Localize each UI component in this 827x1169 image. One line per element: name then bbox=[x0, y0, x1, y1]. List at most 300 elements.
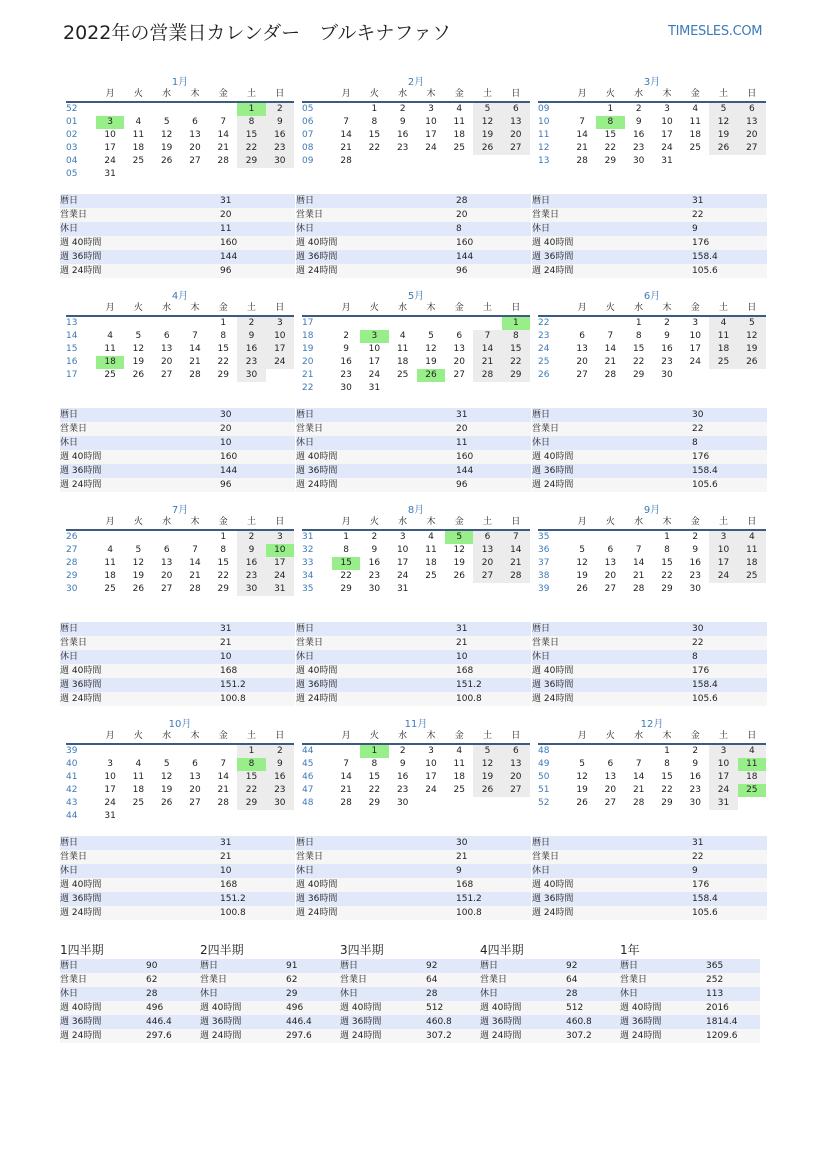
day-cell: 19 bbox=[576, 571, 588, 581]
day-cell: 30 bbox=[689, 798, 701, 808]
stats-row bbox=[296, 450, 531, 464]
stats-label: 週 24時間 bbox=[296, 908, 338, 918]
week-number: 34 bbox=[302, 571, 314, 581]
stats-label: 暦日 bbox=[532, 624, 551, 634]
stats-row bbox=[296, 664, 531, 678]
day-cell: 26 bbox=[473, 142, 501, 155]
stats-row bbox=[60, 422, 295, 436]
month-stats bbox=[532, 836, 767, 920]
stats-label: 営業日 bbox=[532, 852, 560, 862]
stats-row bbox=[532, 194, 767, 208]
stats-value: 31 bbox=[456, 410, 468, 420]
weekday-label: 土 bbox=[483, 303, 493, 313]
weekday-label: 金 bbox=[690, 89, 700, 99]
day-cell: 14 bbox=[217, 130, 229, 140]
holiday-cell: 1 bbox=[502, 317, 530, 330]
day-cell bbox=[153, 810, 181, 823]
stats-row bbox=[532, 408, 767, 422]
stats-label: 休日 bbox=[60, 866, 79, 876]
day-cell: 7 bbox=[192, 331, 198, 341]
day-cell: 23 bbox=[689, 571, 701, 581]
month-title: 7月 bbox=[171, 505, 189, 516]
day-cell: 13 bbox=[502, 116, 530, 129]
day-cell: 25 bbox=[453, 143, 465, 153]
day-cell: 26 bbox=[160, 156, 173, 166]
stats-value: 31 bbox=[220, 196, 232, 206]
day-cell: 2 bbox=[266, 103, 294, 116]
weekday-label: 日 bbox=[747, 89, 757, 99]
weekday-header bbox=[66, 516, 294, 531]
weekday-label: 水 bbox=[634, 89, 644, 99]
day-cell: 5 bbox=[135, 545, 142, 555]
week-row bbox=[538, 583, 766, 596]
quarter-stats-row bbox=[340, 1015, 480, 1029]
stats-value: 151.2 bbox=[456, 894, 482, 904]
day-cell: 5 bbox=[428, 331, 434, 341]
month-table bbox=[538, 730, 766, 810]
day-cell: 6 bbox=[579, 331, 585, 341]
stats-value: 160 bbox=[456, 238, 474, 248]
day-cell: 6 bbox=[163, 331, 170, 341]
stats-label: 休日 bbox=[60, 989, 79, 999]
quarter-stats-row bbox=[60, 1001, 200, 1015]
week-row bbox=[538, 570, 766, 583]
day-cell: 21 bbox=[217, 143, 229, 153]
day-cell: 4 bbox=[399, 331, 406, 341]
week-number: 45 bbox=[302, 759, 314, 769]
week-number: 51 bbox=[538, 785, 550, 795]
stats-row bbox=[296, 636, 531, 650]
day-cell: 12 bbox=[453, 545, 465, 555]
day-cell: 26 bbox=[453, 571, 465, 581]
day-cell bbox=[502, 155, 530, 168]
day-cell bbox=[153, 103, 181, 116]
stats-label: 暦日 bbox=[296, 624, 315, 634]
day-cell: 14 bbox=[502, 544, 530, 557]
day-cell: 8 bbox=[635, 331, 642, 341]
month-stats bbox=[532, 408, 767, 492]
week-row bbox=[66, 810, 294, 823]
quarter-block bbox=[60, 942, 200, 1043]
stats-row bbox=[60, 906, 295, 920]
stats-value: 144 bbox=[220, 466, 238, 476]
quarter-stats-row bbox=[340, 1029, 480, 1043]
week-row bbox=[538, 557, 766, 570]
stats-row bbox=[60, 622, 295, 636]
stats-value: 62 bbox=[286, 975, 298, 985]
day-cell: 6 bbox=[163, 545, 170, 555]
day-cell: 25 bbox=[425, 571, 437, 581]
day-cell: 4 bbox=[135, 117, 142, 127]
week-row bbox=[66, 557, 294, 570]
day-cell bbox=[625, 745, 653, 758]
day-cell: 22 bbox=[368, 143, 381, 153]
quarter-block bbox=[620, 942, 760, 1043]
stats-value: 144 bbox=[456, 252, 474, 262]
day-cell: 15 bbox=[237, 771, 265, 784]
day-cell: 6 bbox=[502, 745, 530, 758]
day-cell: 10 bbox=[104, 130, 116, 140]
stats-label: 休日 bbox=[60, 652, 79, 662]
week-number: 01 bbox=[66, 117, 78, 127]
quarter-stats-row bbox=[200, 1029, 340, 1043]
day-cell: 10 bbox=[661, 117, 673, 127]
stats-label: 休日 bbox=[532, 224, 551, 234]
weekday-label: 水 bbox=[162, 89, 172, 99]
week-row bbox=[66, 784, 294, 797]
day-cell bbox=[709, 369, 737, 382]
day-cell: 4 bbox=[692, 104, 699, 114]
stats-label: 週 36時間 bbox=[296, 894, 338, 904]
day-cell: 1 bbox=[635, 318, 642, 328]
day-cell: 22 bbox=[237, 142, 265, 155]
quarter-block bbox=[480, 942, 620, 1043]
quarter-stats-row bbox=[620, 973, 760, 987]
weekday-label: 木 bbox=[190, 731, 200, 741]
day-cell: 13 bbox=[604, 772, 617, 782]
day-cell: 21 bbox=[189, 357, 201, 367]
day-cell: 7 bbox=[607, 331, 614, 341]
quarter-stats-row bbox=[340, 987, 480, 1001]
weekday-label: 土 bbox=[483, 731, 493, 741]
week-number: 39 bbox=[66, 746, 78, 756]
day-cell: 28 bbox=[473, 369, 501, 382]
day-cell: 14 bbox=[632, 558, 645, 568]
day-cell bbox=[473, 317, 501, 330]
day-cell: 23 bbox=[396, 785, 409, 795]
day-cell: 11 bbox=[453, 117, 465, 127]
day-cell: 18 bbox=[132, 785, 145, 795]
day-cell bbox=[417, 317, 445, 330]
stats-value: 2016 bbox=[706, 1003, 729, 1013]
day-cell: 30 bbox=[237, 583, 265, 596]
day-cell: 23 bbox=[632, 143, 645, 153]
day-cell bbox=[445, 583, 473, 596]
site-logo[interactable]: TIMESLES.COM bbox=[668, 24, 763, 39]
month-table bbox=[302, 730, 530, 810]
day-cell: 18 bbox=[453, 772, 465, 782]
weekday-label: 火 bbox=[133, 731, 143, 741]
day-cell: 30 bbox=[368, 584, 381, 594]
day-cell: 22 bbox=[340, 571, 352, 581]
day-cell: 23 bbox=[396, 143, 409, 153]
day-cell: 18 bbox=[104, 571, 116, 581]
stats-label: 休日 bbox=[200, 989, 219, 999]
day-cell: 6 bbox=[607, 759, 614, 769]
day-cell: 7 bbox=[502, 531, 530, 544]
weekday-label: 月 bbox=[105, 731, 115, 741]
weekday-label: 土 bbox=[247, 89, 257, 99]
day-cell: 11 bbox=[709, 330, 737, 343]
week-number: 44 bbox=[66, 811, 78, 821]
stats-label: 営業日 bbox=[296, 638, 324, 648]
day-cell: 14 bbox=[217, 772, 229, 782]
stats-row bbox=[60, 208, 295, 222]
weekday-label: 日 bbox=[511, 731, 521, 741]
day-cell: 1 bbox=[220, 532, 227, 542]
day-cell: 2 bbox=[399, 746, 406, 756]
day-cell bbox=[473, 155, 501, 168]
week-number-header bbox=[66, 88, 96, 101]
day-cell: 13 bbox=[453, 344, 465, 354]
stats-label: 週 36時間 bbox=[60, 680, 102, 690]
stats-row bbox=[60, 250, 295, 264]
stats-row bbox=[296, 878, 531, 892]
stats-label: 週 40時間 bbox=[532, 238, 574, 248]
holiday-cell: 1 bbox=[360, 745, 388, 758]
stats-label: 週 36時間 bbox=[60, 894, 102, 904]
day-cell: 12 bbox=[738, 330, 766, 343]
day-cell: 28 bbox=[576, 156, 588, 166]
day-cell: 20 bbox=[604, 785, 617, 795]
day-cell: 20 bbox=[473, 557, 501, 570]
stats-value: 158.4 bbox=[692, 466, 718, 476]
stats-value: 176 bbox=[692, 880, 710, 890]
day-cell: 22 bbox=[502, 356, 530, 369]
stats-value: 21 bbox=[456, 852, 468, 862]
weekday-label: 金 bbox=[690, 731, 700, 741]
day-cell: 27 bbox=[160, 584, 173, 594]
week-number: 20 bbox=[302, 357, 314, 367]
day-cell: 16 bbox=[266, 129, 294, 142]
day-cell bbox=[153, 317, 181, 330]
day-cell: 26 bbox=[160, 798, 173, 808]
day-cell bbox=[181, 745, 209, 758]
day-cell: 24 bbox=[425, 785, 437, 795]
stats-value: 446.4 bbox=[286, 1017, 312, 1027]
stats-label: 週 40時間 bbox=[296, 880, 338, 890]
stats-row bbox=[296, 264, 531, 278]
week-number: 22 bbox=[538, 318, 550, 328]
stats-value: 31 bbox=[456, 624, 468, 634]
stats-value: 105.6 bbox=[692, 908, 718, 918]
day-cell: 20 bbox=[453, 357, 465, 367]
weekday-label: 火 bbox=[605, 303, 615, 313]
weekday-label: 日 bbox=[747, 303, 757, 313]
holiday-cell: 1 bbox=[237, 103, 265, 116]
week-number: 27 bbox=[66, 545, 78, 555]
day-cell: 12 bbox=[160, 130, 173, 140]
day-cell: 23 bbox=[340, 370, 352, 380]
stats-label: 週 24時間 bbox=[60, 480, 102, 490]
day-cell: 21 bbox=[502, 557, 530, 570]
day-cell: 26 bbox=[576, 798, 588, 808]
stats-label: 暦日 bbox=[532, 838, 551, 848]
day-cell: 13 bbox=[473, 544, 501, 557]
week-row bbox=[66, 142, 294, 155]
stats-label: 週 40時間 bbox=[296, 452, 338, 462]
day-cell: 2 bbox=[266, 745, 294, 758]
stats-value: 151.2 bbox=[220, 894, 246, 904]
week-number: 04 bbox=[66, 156, 78, 166]
stats-row bbox=[532, 622, 767, 636]
week-number: 19 bbox=[302, 344, 314, 354]
week-number: 11 bbox=[538, 130, 550, 140]
stats-row bbox=[60, 650, 295, 664]
stats-row bbox=[60, 436, 295, 450]
weekday-label: 月 bbox=[577, 517, 587, 527]
day-cell: 17 bbox=[266, 343, 294, 356]
quarter-block bbox=[340, 942, 480, 1043]
day-cell: 14 bbox=[189, 344, 201, 354]
day-cell: 9 bbox=[692, 759, 699, 769]
stats-label: 週 36時間 bbox=[296, 680, 338, 690]
day-cell: 21 bbox=[340, 143, 352, 153]
stats-label: 営業日 bbox=[340, 975, 368, 985]
day-cell: 7 bbox=[473, 330, 501, 343]
stats-label: 週 24時間 bbox=[60, 1031, 102, 1041]
week-number: 52 bbox=[538, 798, 550, 808]
week-row bbox=[66, 369, 294, 382]
day-cell: 9 bbox=[692, 545, 699, 555]
day-cell: 22 bbox=[632, 357, 645, 367]
stats-value: 29 bbox=[286, 989, 298, 999]
month-title: 9月 bbox=[643, 505, 661, 516]
month-table bbox=[538, 302, 766, 382]
week-row bbox=[538, 103, 766, 116]
stats-value: 28 bbox=[456, 196, 468, 206]
stats-value: 96 bbox=[456, 480, 468, 490]
weekday-label: 金 bbox=[218, 303, 228, 313]
week-number-header bbox=[66, 302, 96, 315]
stats-value: 144 bbox=[456, 466, 474, 476]
day-cell: 19 bbox=[473, 129, 501, 142]
quarter-stats-row bbox=[480, 1015, 620, 1029]
stats-value: 168 bbox=[456, 880, 474, 890]
day-cell: 13 bbox=[502, 758, 530, 771]
day-cell bbox=[473, 382, 501, 395]
stats-label: 営業日 bbox=[620, 975, 648, 985]
weekday-label: 金 bbox=[690, 303, 700, 313]
stats-label: 営業日 bbox=[532, 424, 560, 434]
day-cell bbox=[332, 103, 360, 116]
week-number: 26 bbox=[538, 370, 550, 380]
stats-label: 休日 bbox=[296, 438, 315, 448]
week-number: 08 bbox=[302, 143, 314, 153]
month-stats bbox=[296, 622, 531, 706]
weekday-label: 火 bbox=[369, 89, 379, 99]
day-cell bbox=[266, 810, 294, 823]
day-cell: 1 bbox=[371, 104, 378, 114]
day-cell: 20 bbox=[738, 129, 766, 142]
month-stats bbox=[296, 194, 531, 278]
day-cell: 23 bbox=[237, 570, 265, 583]
quarter-stats-row bbox=[340, 973, 480, 987]
week-row bbox=[302, 382, 530, 395]
day-cell: 11 bbox=[104, 344, 116, 354]
week-number: 37 bbox=[538, 558, 550, 568]
day-cell bbox=[709, 583, 737, 596]
day-cell bbox=[738, 797, 766, 810]
stats-label: 休日 bbox=[296, 224, 315, 234]
weekday-header bbox=[538, 302, 766, 317]
stats-value: 9 bbox=[456, 866, 462, 876]
week-number: 44 bbox=[302, 746, 314, 756]
quarter-stats-row bbox=[340, 1001, 480, 1015]
day-cell: 17 bbox=[689, 344, 701, 354]
stats-row bbox=[532, 464, 767, 478]
day-cell: 19 bbox=[132, 357, 145, 367]
day-cell bbox=[389, 382, 417, 395]
weekday-label: 月 bbox=[105, 89, 115, 99]
stats-row bbox=[532, 650, 767, 664]
day-cell: 12 bbox=[576, 772, 588, 782]
stats-label: 週 36時間 bbox=[480, 1017, 522, 1027]
stats-value: 64 bbox=[566, 975, 578, 985]
day-cell: 10 bbox=[425, 759, 437, 769]
stats-row bbox=[60, 850, 295, 864]
week-row bbox=[302, 583, 530, 596]
page-title: 2022年の営業日カレンダー ブルキナファソ bbox=[63, 22, 451, 44]
week-row bbox=[302, 356, 530, 369]
month-title: 11月 bbox=[404, 719, 428, 730]
day-cell: 12 bbox=[160, 772, 173, 782]
stats-label: 営業日 bbox=[296, 852, 324, 862]
weekday-header bbox=[538, 730, 766, 745]
day-cell: 10 bbox=[709, 544, 737, 557]
stats-label: 週 36時間 bbox=[532, 466, 574, 476]
day-cell: 10 bbox=[396, 545, 409, 555]
stats-row bbox=[532, 422, 767, 436]
stats-value: 158.4 bbox=[692, 680, 718, 690]
day-cell: 8 bbox=[664, 545, 670, 555]
day-cell: 21 bbox=[189, 571, 201, 581]
stats-label: 暦日 bbox=[60, 961, 79, 971]
weekday-label: 日 bbox=[275, 731, 285, 741]
day-cell: 21 bbox=[217, 785, 229, 795]
day-cell: 12 bbox=[132, 558, 145, 568]
day-cell: 7 bbox=[220, 759, 227, 769]
day-cell: 5 bbox=[473, 745, 501, 758]
day-cell: 9 bbox=[664, 331, 670, 341]
stats-value: 21 bbox=[456, 638, 468, 648]
month-table bbox=[302, 88, 530, 168]
day-cell: 2 bbox=[237, 531, 265, 544]
month-table bbox=[66, 302, 294, 382]
stats-value: 21 bbox=[220, 638, 232, 648]
week-number-header bbox=[66, 730, 96, 743]
day-cell: 12 bbox=[473, 116, 501, 129]
stats-label: 週 40時間 bbox=[296, 238, 338, 248]
week-row bbox=[66, 343, 294, 356]
week-row bbox=[302, 745, 530, 758]
day-cell: 28 bbox=[217, 156, 229, 166]
stats-value: 496 bbox=[286, 1003, 304, 1013]
stats-value: 22 bbox=[692, 852, 704, 862]
stats-value: 22 bbox=[692, 424, 704, 434]
week-number: 52 bbox=[66, 104, 78, 114]
stats-row bbox=[60, 236, 295, 250]
day-cell: 28 bbox=[340, 156, 352, 166]
stats-row bbox=[532, 692, 767, 706]
week-number: 09 bbox=[538, 104, 550, 114]
holiday-cell: 11 bbox=[738, 758, 766, 771]
stats-row bbox=[296, 864, 531, 878]
day-cell bbox=[209, 745, 237, 758]
day-cell: 24 bbox=[266, 570, 294, 583]
stats-label: 週 36時間 bbox=[60, 1017, 102, 1027]
month-table bbox=[538, 516, 766, 596]
holiday-cell: 15 bbox=[332, 557, 360, 570]
week-row bbox=[66, 317, 294, 330]
stats-value: 460.8 bbox=[426, 1017, 452, 1027]
day-cell: 30 bbox=[689, 584, 701, 594]
stats-row bbox=[60, 636, 295, 650]
day-cell: 27 bbox=[576, 370, 588, 380]
stats-value: 21 bbox=[220, 852, 232, 862]
weekday-label: 月 bbox=[577, 89, 587, 99]
weekday-label: 日 bbox=[275, 303, 285, 313]
